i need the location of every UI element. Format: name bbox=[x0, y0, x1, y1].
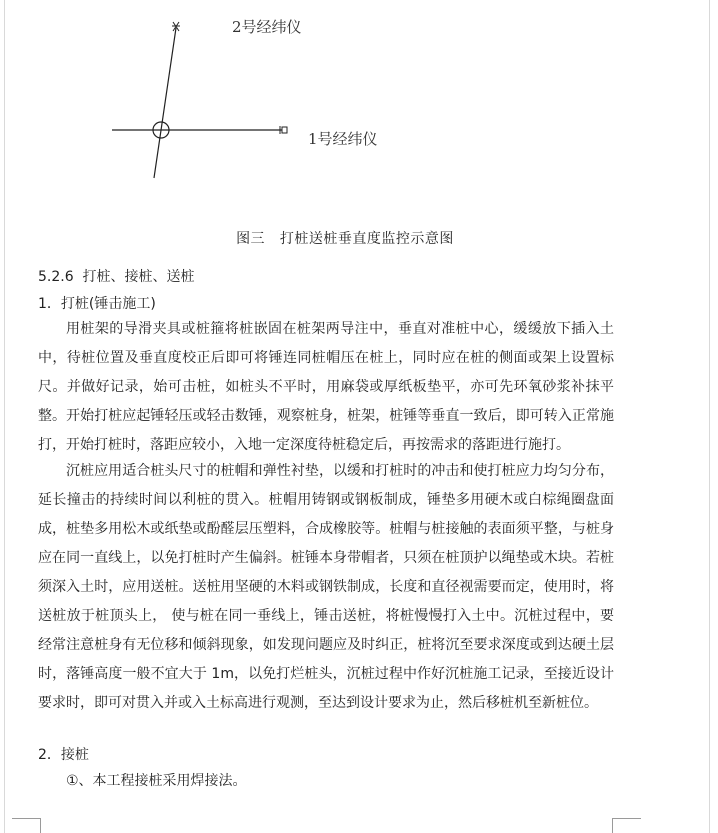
page-corner-mark-right bbox=[612, 818, 641, 833]
theodolite-diagram bbox=[0, 0, 718, 200]
paragraph-pile-joining: ①、本工程接桩采用焊接法。 bbox=[66, 773, 247, 789]
item2-heading: 2．接桩 bbox=[38, 747, 89, 763]
figure-caption: 图三 打桩送桩垂直度监控示意图 bbox=[236, 231, 454, 247]
item1-heading: 1．打桩(锤击施工) bbox=[38, 296, 156, 312]
theodolite-1-label: 1号经纬仪 bbox=[308, 130, 378, 148]
paragraph-piling-procedure: 用桩架的导滑夹具或桩箍将桩嵌固在桩架两导注中，垂直对准桩中心，缓缓放下插入土中，待桩位置及垂直度校正后即可将锤连同桩帽压在桩上，同时应在桩的侧面或架上设置标尺。并做好记录，始可击桩，如桩头不平时，用麻袋或厚纸板垫平，亦可先环氧砂浆补抹平整。开始打桩应起锤轻压或轻击数锤，观察桩身，桩架，桩锤等垂直一致后，即可转入正常施打，开始打桩时，落距应较小，入地一定深度待桩稳定后，再按需求的落距进行施打。 bbox=[38, 321, 614, 453]
diagram-lines bbox=[0, 0, 718, 200]
theodolite-2-label: 2号经纬仪 bbox=[232, 18, 302, 36]
section-heading: 5.2.6 打桩、接桩、送桩 bbox=[38, 269, 195, 285]
paragraph-pile-cap-and-sinking: 沉桩应用适合桩头尺寸的桩帽和弹性衬垫，以缓和打桩时的冲击和使打桩应力均匀分布，延长撞击的持续时间以利桩的贯入。桩帽用铸钢或钢板制成，锤垫多用硬木或白棕绳圈盘面成，桩垫多用松木或纸垫或酚醛层压塑料，合成橡胶等。桩帽与桩接触的表面须平整，与桩身应在同一直线上，以免打桩时产生偏斜。桩锤本身带帽者，只须在桩顶护以绳垫或木块。若桩须深入土时，应用送桩。送桩用坚硬的木料或钢铁制成，长度和直径视需要而定，使用时，将送桩放于桩顶头上， 使与桩在同一垂线上，锤击送桩，将桩慢慢打入土中。沉桩过程中，要经常注意桩身有无位移和倾斜现象，如发现问题应及时纠正，桩将沉至要求深度或到达硬土层时，落锤高度一般不宜大于 1m，以免打烂桩头，沉桩过程中作好沉桩施工记录，至接近设计要求时，即可对贯入并或入土标高进行观测，至达到设计要求为止，然后移桩机至新桩位。 bbox=[38, 463, 614, 711]
page-corner-mark-left bbox=[12, 818, 41, 833]
sightline-theodolite-2 bbox=[154, 28, 176, 178]
